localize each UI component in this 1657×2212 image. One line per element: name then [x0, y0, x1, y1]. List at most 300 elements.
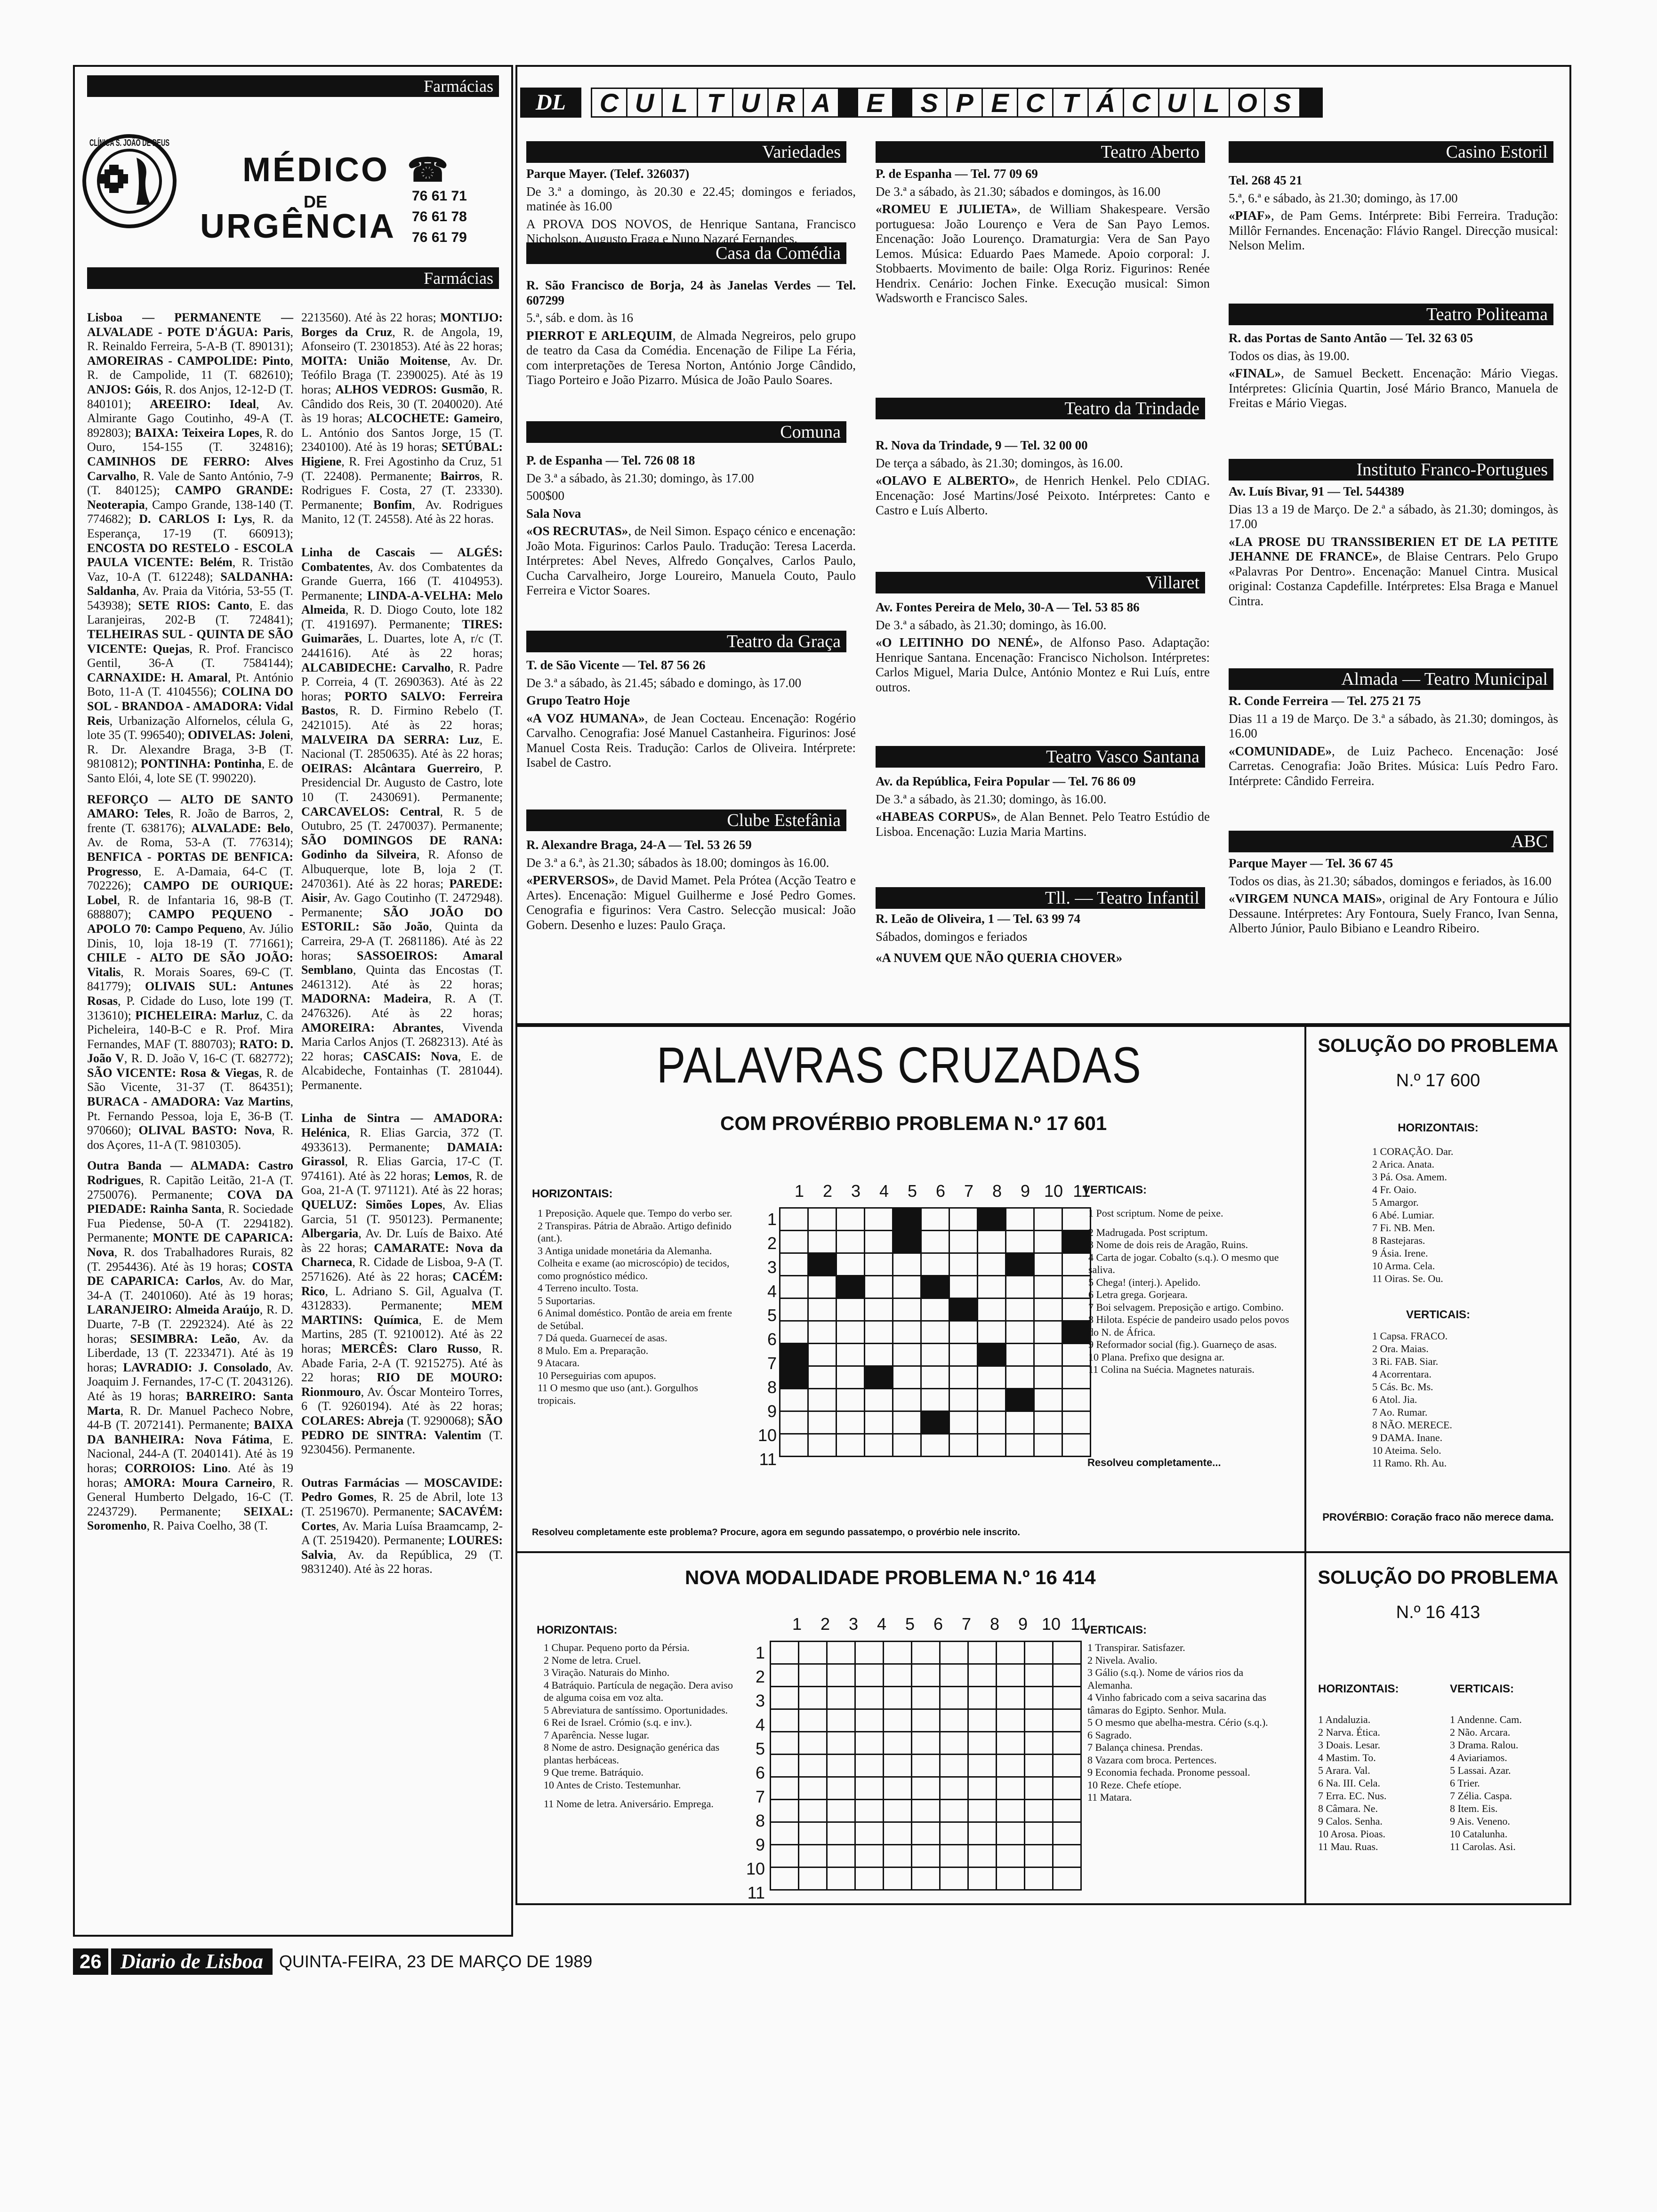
crossword-2-row-numbers: [741, 1641, 765, 1905]
grid-cell[interactable]: [978, 1434, 1006, 1457]
grid-cell[interactable]: [912, 1755, 940, 1777]
black-square: [893, 1231, 921, 1253]
grid-cell[interactable]: [968, 1687, 997, 1709]
clue: 6 Sagrado.: [1087, 1729, 1132, 1741]
solution-entry: 10 Arma. Cela.: [1372, 1260, 1435, 1272]
grid-cell[interactable]: [940, 1732, 968, 1755]
clue: 9 Economia fechada. Pronome pessoal.: [1087, 1766, 1250, 1778]
grid-cell[interactable]: [771, 1642, 799, 1664]
grid-cell[interactable]: [837, 1366, 865, 1389]
grid-cell[interactable]: [921, 1344, 949, 1366]
pharmacies-mid-bar: Farmácias: [87, 267, 499, 289]
grid-cell[interactable]: [837, 1321, 865, 1344]
grid-cell[interactable]: [780, 1411, 808, 1434]
row-number: 8: [767, 1378, 777, 1397]
grid-cell[interactable]: [949, 1276, 978, 1298]
grid-cell[interactable]: [771, 1732, 799, 1755]
grid-cell[interactable]: [780, 1298, 808, 1321]
grid-cell[interactable]: [1025, 1777, 1053, 1800]
grid-cell[interactable]: [968, 1800, 997, 1822]
grid-cell[interactable]: [1006, 1434, 1034, 1457]
grid-cell[interactable]: [997, 1845, 1025, 1867]
grid-cell[interactable]: [837, 1434, 865, 1457]
clinic-logo: [80, 132, 213, 231]
grid-cell[interactable]: [949, 1208, 978, 1231]
grid-cell[interactable]: [799, 1845, 827, 1867]
grid-cell[interactable]: [799, 1867, 827, 1890]
grid-cell[interactable]: [978, 1253, 1006, 1276]
grid-cell[interactable]: [949, 1253, 978, 1276]
clue: 1 Transpirar. Satisfazer.: [1087, 1642, 1185, 1653]
dl-logo: DL: [520, 88, 581, 118]
grid-cell[interactable]: [884, 1800, 912, 1822]
grid-cell[interactable]: [837, 1389, 865, 1411]
grid-cell[interactable]: [865, 1276, 893, 1298]
grid-cell[interactable]: [855, 1709, 884, 1732]
grid-cell[interactable]: [893, 1276, 921, 1298]
grid-cell[interactable]: [978, 1298, 1006, 1321]
grid-cell[interactable]: [855, 1642, 884, 1664]
grid-cell[interactable]: [855, 1822, 884, 1845]
grid-cell[interactable]: [771, 1687, 799, 1709]
black-square: [949, 1298, 978, 1321]
grid-cell[interactable]: [780, 1253, 808, 1276]
grid-cell[interactable]: [940, 1709, 968, 1732]
grid-cell[interactable]: [837, 1231, 865, 1253]
grid-cell[interactable]: [1034, 1298, 1062, 1321]
crossword-1-col-numbers: [785, 1181, 1115, 1201]
row-number: 3: [755, 1691, 765, 1710]
grid-cell[interactable]: [1025, 1709, 1053, 1732]
grid-cell[interactable]: [799, 1777, 827, 1800]
grid-cell[interactable]: [1053, 1709, 1081, 1732]
grid-cell[interactable]: [1006, 1276, 1034, 1298]
grid-cell[interactable]: [949, 1231, 978, 1253]
section-almada: [1229, 668, 1558, 831]
grid-cell[interactable]: [1006, 1208, 1034, 1231]
row-number: 11: [747, 1883, 765, 1902]
grid-cell[interactable]: [808, 1411, 837, 1434]
grid-cell[interactable]: [921, 1366, 949, 1389]
grid-cell[interactable]: [799, 1709, 827, 1732]
grid-cell[interactable]: [978, 1276, 1006, 1298]
title-letter: L: [1193, 88, 1230, 118]
grid-cell[interactable]: [1006, 1411, 1034, 1434]
grid-cell[interactable]: [1034, 1366, 1062, 1389]
grid-cell[interactable]: [1006, 1366, 1034, 1389]
grid-cell[interactable]: [940, 1800, 968, 1822]
grid-cell[interactable]: [827, 1664, 855, 1687]
grid-cell[interactable]: [912, 1822, 940, 1845]
grid-cell[interactable]: [780, 1276, 808, 1298]
grid-cell[interactable]: [912, 1732, 940, 1755]
grid-cell[interactable]: [921, 1298, 949, 1321]
grid-cell[interactable]: [940, 1642, 968, 1664]
pharmacy-column-2: [301, 311, 503, 1930]
grid-cell[interactable]: [1006, 1231, 1034, 1253]
grid-cell[interactable]: [799, 1755, 827, 1777]
grid-cell[interactable]: [865, 1411, 893, 1434]
solution-entry: 4 Acorrentara.: [1372, 1368, 1432, 1380]
section-villaret: [876, 572, 1210, 746]
page-number: 26: [73, 1948, 108, 1975]
section-casino: [1229, 141, 1558, 304]
grid-cell[interactable]: [855, 1800, 884, 1822]
grid-cell[interactable]: [1053, 1822, 1081, 1845]
grid-cell[interactable]: [884, 1687, 912, 1709]
clue: 6 Rei de Israel. Crómio (s.q. e inv.).: [544, 1716, 692, 1728]
solution-entry: 6 Trier.: [1450, 1777, 1480, 1789]
grid-cell[interactable]: [884, 1664, 912, 1687]
crossword-title: PALAVRAS CRUZADAS: [657, 1036, 1142, 1093]
grid-cell[interactable]: [1053, 1687, 1081, 1709]
grid-cell[interactable]: [921, 1253, 949, 1276]
grid-cell[interactable]: [968, 1732, 997, 1755]
grid-cell[interactable]: [997, 1709, 1025, 1732]
grid-cell[interactable]: [827, 1709, 855, 1732]
emergency-title-1: MÉDICO: [242, 151, 389, 189]
grid-cell[interactable]: [940, 1822, 968, 1845]
phone-icon: ☎: [407, 152, 449, 189]
grid-cell[interactable]: [1025, 1687, 1053, 1709]
grid-cell[interactable]: [921, 1434, 949, 1457]
row-number: 5: [767, 1306, 777, 1325]
grid-cell[interactable]: [1025, 1732, 1053, 1755]
solution-1-h-list: [1372, 1145, 1560, 1285]
grid-cell[interactable]: [940, 1867, 968, 1890]
section-body: R. São Francisco de Borja, 24 às Janelas Verdes — Tel. 607299 5.ª, sáb. e dom. às 16 PIERROT E ARLEQUIM, de Almada Negreiros, pelo grupo de teatro da Casa da Comédia. Encenação de Filipe La Féria, com interpretações de Teresa Norton, António Jorge Cândido, Tiago Porteiro e João Pizarro. Música de João Paulo Soares.: [526, 278, 856, 387]
grid-cell[interactable]: [997, 1732, 1025, 1755]
grid-cell[interactable]: [968, 1822, 997, 1845]
grid-cell[interactable]: [1006, 1321, 1034, 1344]
grid-cell[interactable]: [808, 1208, 837, 1231]
column-number: 9: [1020, 1181, 1030, 1201]
solution-entry: 11 Oiras. Se. Ou.: [1372, 1273, 1443, 1284]
grid-cell[interactable]: [865, 1253, 893, 1276]
row-number: 9: [755, 1835, 765, 1854]
column-number: 8: [989, 1614, 1000, 1634]
grid-cell[interactable]: [893, 1389, 921, 1411]
clue: 4 Vinho fabricado com a seiva sacarina das tâmaras do Egipto. Senhor. Mula.: [1087, 1691, 1267, 1716]
grid-cell[interactable]: [771, 1822, 799, 1845]
grid-cell[interactable]: [997, 1755, 1025, 1777]
title-letter: S: [911, 88, 948, 118]
solution-entry: 6 Abé. Lumiar.: [1372, 1209, 1434, 1221]
grid-cell[interactable]: [1025, 1867, 1053, 1890]
solution-entry: 1 Capsa. FRACO.: [1372, 1330, 1448, 1342]
grid-cell[interactable]: [1034, 1276, 1062, 1298]
crossword-1-v-label: VERTICAIS:: [1083, 1184, 1147, 1196]
grid-cell[interactable]: [1034, 1411, 1062, 1434]
grid-cell[interactable]: [949, 1411, 978, 1434]
grid-cell[interactable]: [855, 1867, 884, 1890]
grid-cell[interactable]: [865, 1389, 893, 1411]
grid-cell[interactable]: [978, 1389, 1006, 1411]
culture-header: [520, 84, 1568, 121]
grid-cell[interactable]: [837, 1208, 865, 1231]
grid-cell[interactable]: [997, 1777, 1025, 1800]
row-number: 6: [767, 1330, 777, 1349]
grid-cell[interactable]: [921, 1389, 949, 1411]
grid-cell[interactable]: [940, 1664, 968, 1687]
solution-entry: 9 Calos. Senha.: [1318, 1815, 1383, 1827]
row-number: 1: [755, 1643, 765, 1662]
grid-cell[interactable]: [799, 1822, 827, 1845]
section-title: Teatro da Graça: [526, 631, 846, 652]
grid-cell[interactable]: [837, 1253, 865, 1276]
grid-cell[interactable]: [997, 1642, 1025, 1664]
grid-cell[interactable]: [780, 1321, 808, 1344]
grid-cell[interactable]: [771, 1845, 799, 1867]
grid-cell[interactable]: [893, 1344, 921, 1366]
grid-cell[interactable]: [978, 1321, 1006, 1344]
row-number: 4: [767, 1282, 777, 1301]
grid-cell[interactable]: [912, 1777, 940, 1800]
grid-cell[interactable]: [884, 1642, 912, 1664]
grid-cell[interactable]: [884, 1867, 912, 1890]
grid-cell[interactable]: [808, 1276, 837, 1298]
grid-cell[interactable]: [799, 1800, 827, 1822]
grid-cell[interactable]: [893, 1366, 921, 1389]
grid-cell[interactable]: [827, 1867, 855, 1890]
grid-cell[interactable]: [912, 1867, 940, 1890]
grid-cell[interactable]: [1053, 1845, 1081, 1867]
section-aberto: [876, 141, 1210, 398]
grid-cell[interactable]: [799, 1687, 827, 1709]
grid-cell[interactable]: [1034, 1344, 1062, 1366]
grid-cell[interactable]: [827, 1687, 855, 1709]
grid-cell[interactable]: [865, 1208, 893, 1231]
clue: 1 Chupar. Pequeno porto da Pérsia.: [544, 1642, 690, 1653]
grid-cell[interactable]: [968, 1777, 997, 1800]
grid-cell[interactable]: [865, 1231, 893, 1253]
section-infantil: [876, 887, 1210, 981]
page-footer: [73, 1948, 779, 1977]
grid-cell[interactable]: [884, 1709, 912, 1732]
grid-cell[interactable]: [978, 1411, 1006, 1434]
grid-cell[interactable]: [921, 1321, 949, 1344]
section-body: R. Leão de Oliveira, 1 — Tel. 63 99 74 Sábados, domingos e feriados «A NUVEM QUE NÃO QUERIA CHOVER»: [876, 912, 1123, 965]
grid-cell[interactable]: [855, 1687, 884, 1709]
column-number: 2: [820, 1614, 830, 1634]
grid-cell[interactable]: [1053, 1800, 1081, 1822]
clue: 11 Colina na Suécia. Magnetes naturais.: [1088, 1363, 1255, 1375]
clue: 9 Atacara.: [538, 1357, 580, 1369]
clue: 10 Plana. Prefixo que designa ar.: [1088, 1351, 1224, 1363]
black-square: [921, 1276, 949, 1298]
section-title: Casino Estoril: [1229, 141, 1553, 163]
grid-cell[interactable]: [912, 1687, 940, 1709]
grid-cell[interactable]: [827, 1845, 855, 1867]
column-number: 5: [905, 1614, 915, 1634]
grid-cell[interactable]: [940, 1687, 968, 1709]
grid-cell[interactable]: [771, 1777, 799, 1800]
grid-cell[interactable]: [780, 1389, 808, 1411]
grid-cell[interactable]: [827, 1642, 855, 1664]
grid-cell[interactable]: [808, 1231, 837, 1253]
grid-cell[interactable]: [968, 1709, 997, 1732]
issue-date: QUINTA-FEIRA, 23 DE MARÇO DE 1989: [279, 1952, 593, 1971]
grid-cell[interactable]: [1006, 1298, 1034, 1321]
crossword-1-h-clues: [532, 1207, 734, 1452]
grid-cell[interactable]: [949, 1389, 978, 1411]
grid-cell[interactable]: [799, 1642, 827, 1664]
grid-cell[interactable]: [978, 1366, 1006, 1389]
black-square: [1006, 1253, 1034, 1276]
grid-cell[interactable]: [808, 1366, 837, 1389]
grid-cell[interactable]: [893, 1434, 921, 1457]
solved-note: Resolveu completamente...: [1087, 1457, 1221, 1468]
grid-cell[interactable]: [884, 1845, 912, 1867]
grid-cell[interactable]: [884, 1777, 912, 1800]
section-title: Almada — Teatro Municipal: [1229, 668, 1553, 690]
solution-2-title: SOLUÇÃO DO PROBLEMA: [1318, 1567, 1559, 1588]
culture-title: [591, 88, 1323, 118]
grid-cell[interactable]: [893, 1321, 921, 1344]
grid-cell[interactable]: [808, 1298, 837, 1321]
grid-cell[interactable]: [1025, 1642, 1053, 1664]
grid-cell[interactable]: [997, 1867, 1025, 1890]
grid-cell[interactable]: [940, 1845, 968, 1867]
grid-cell[interactable]: [865, 1298, 893, 1321]
section-body: Parque Mayer — Tel. 36 67 45 Todos os dias, às 21.30; sábados, domingos e feriados, às 16.00 «VIRGEM NUNCA MAIS», original de Ary Fontoura e Júlio Dessaune. Intérpretes: Ary Fontoura, Suely Franco, Ivan Senna, Alberto Júnior, Paulo Bibiano e Leandro Ribeiro.: [1229, 856, 1558, 935]
grid-cell[interactable]: [865, 1321, 893, 1344]
grid-cell[interactable]: [997, 1664, 1025, 1687]
grid-cell[interactable]: [1025, 1755, 1053, 1777]
grid-cell[interactable]: [997, 1687, 1025, 1709]
grid-cell[interactable]: [1025, 1664, 1053, 1687]
grid-cell[interactable]: [1053, 1777, 1081, 1800]
grid-cell[interactable]: [893, 1411, 921, 1434]
section-comuna: [526, 421, 856, 631]
grid-cell[interactable]: [855, 1755, 884, 1777]
grid-cell[interactable]: [949, 1434, 978, 1457]
grid-cell[interactable]: [771, 1867, 799, 1890]
grid-cell[interactable]: [884, 1822, 912, 1845]
title-letter: O: [1229, 88, 1265, 118]
section-body: R. Conde Ferreira — Tel. 275 21 75 Dias 11 a 19 de Março. De 3.ª a sábado, às 21.30; domingos, às 16.00 «COMUNIDADE», de Luiz Pacheco. Encenação: José Carretas. Cenografia: João Brites. Música: Luís Pedro Faro. Intérprete: Cândido Ferreira.: [1229, 694, 1558, 788]
grid-cell[interactable]: [921, 1231, 949, 1253]
grid-cell[interactable]: [808, 1344, 837, 1366]
clue: 10 Perseguirias com apupos.: [538, 1369, 656, 1381]
column-number: 4: [877, 1614, 887, 1634]
grid-cell[interactable]: [968, 1867, 997, 1890]
grid-cell[interactable]: [912, 1800, 940, 1822]
crossword-1-subtitle: COM PROVÉRBIO PROBLEMA N.º 17 601: [720, 1112, 1107, 1134]
grid-cell[interactable]: [1053, 1642, 1081, 1664]
grid-cell[interactable]: [1053, 1732, 1081, 1755]
grid-cell[interactable]: [1034, 1434, 1062, 1457]
grid-cell[interactable]: [799, 1732, 827, 1755]
grid-cell[interactable]: [808, 1389, 837, 1411]
grid-cell[interactable]: [912, 1642, 940, 1664]
grid-cell[interactable]: [949, 1344, 978, 1366]
section-title: Tll. — Teatro Infantil: [876, 887, 1205, 909]
grid-cell[interactable]: [771, 1755, 799, 1777]
grid-cell[interactable]: [1025, 1822, 1053, 1845]
grid-cell[interactable]: [827, 1777, 855, 1800]
grid-cell[interactable]: [1025, 1800, 1053, 1822]
grid-cell[interactable]: [771, 1709, 799, 1732]
grid-cell[interactable]: [1034, 1231, 1062, 1253]
grid-cell[interactable]: [855, 1777, 884, 1800]
grid-cell[interactable]: [1034, 1389, 1062, 1411]
grid-cell[interactable]: [940, 1777, 968, 1800]
grid-cell[interactable]: [808, 1434, 837, 1457]
section-estefania: [526, 809, 856, 970]
grid-cell[interactable]: [837, 1298, 865, 1321]
solution-entry: 7 Ao. Rumar.: [1372, 1406, 1428, 1418]
grid-cell[interactable]: [855, 1664, 884, 1687]
grid-cell[interactable]: [968, 1642, 997, 1664]
grid-cell[interactable]: [808, 1321, 837, 1344]
grid-cell[interactable]: [837, 1411, 865, 1434]
grid-cell[interactable]: [1034, 1321, 1062, 1344]
grid-cell[interactable]: [949, 1321, 978, 1344]
grid-cell[interactable]: [893, 1253, 921, 1276]
clue: 7 Boi selvagem. Preposição e artigo. Combino.: [1088, 1301, 1284, 1313]
section-trindade: [876, 398, 1210, 572]
solution-entry: 9 DAMA. Inane.: [1372, 1432, 1443, 1443]
section-vasco: [876, 746, 1210, 887]
black-square: [808, 1253, 837, 1276]
section-variedades: [526, 141, 856, 246]
grid-cell[interactable]: [865, 1434, 893, 1457]
grid-cell[interactable]: [1025, 1845, 1053, 1867]
grid-cell[interactable]: [1053, 1664, 1081, 1687]
grid-cell[interactable]: [940, 1755, 968, 1777]
grid-cell[interactable]: [1006, 1344, 1034, 1366]
grid-cell[interactable]: [968, 1755, 997, 1777]
grid-cell[interactable]: [827, 1732, 855, 1755]
grid-cell[interactable]: [921, 1208, 949, 1231]
grid-cell[interactable]: [827, 1755, 855, 1777]
row-number: 8: [755, 1811, 765, 1830]
grid-cell[interactable]: [997, 1822, 1025, 1845]
grid-cell[interactable]: [865, 1344, 893, 1366]
grid-cell[interactable]: [912, 1664, 940, 1687]
grid-cell[interactable]: [912, 1709, 940, 1732]
grid-cell[interactable]: [1053, 1867, 1081, 1890]
grid-cell[interactable]: [1034, 1253, 1062, 1276]
grid-cell[interactable]: [912, 1845, 940, 1867]
grid-cell[interactable]: [780, 1208, 808, 1231]
solution-1-number: N.º 17 600: [1396, 1071, 1480, 1090]
grid-cell[interactable]: [799, 1664, 827, 1687]
grid-cell[interactable]: [949, 1366, 978, 1389]
grid-cell[interactable]: [968, 1845, 997, 1867]
grid-cell[interactable]: [1053, 1755, 1081, 1777]
grid-cell[interactable]: [827, 1822, 855, 1845]
grid-cell[interactable]: [780, 1231, 808, 1253]
crossword-1-v-clues: [1083, 1207, 1290, 1447]
grid-cell[interactable]: [884, 1732, 912, 1755]
grid-cell[interactable]: [1034, 1208, 1062, 1231]
grid-cell[interactable]: [771, 1664, 799, 1687]
grid-cell[interactable]: [893, 1298, 921, 1321]
grid-cell[interactable]: [968, 1664, 997, 1687]
grid-cell[interactable]: [884, 1755, 912, 1777]
grid-cell[interactable]: [827, 1800, 855, 1822]
grid-cell[interactable]: [997, 1800, 1025, 1822]
grid-cell[interactable]: [780, 1434, 808, 1457]
grid-cell[interactable]: [855, 1845, 884, 1867]
grid-cell[interactable]: [855, 1732, 884, 1755]
grid-cell[interactable]: [771, 1800, 799, 1822]
grid-cell[interactable]: [837, 1344, 865, 1366]
grid-cell[interactable]: [978, 1231, 1006, 1253]
clue: 10 Antes de Cristo. Testemunhar.: [544, 1779, 681, 1791]
